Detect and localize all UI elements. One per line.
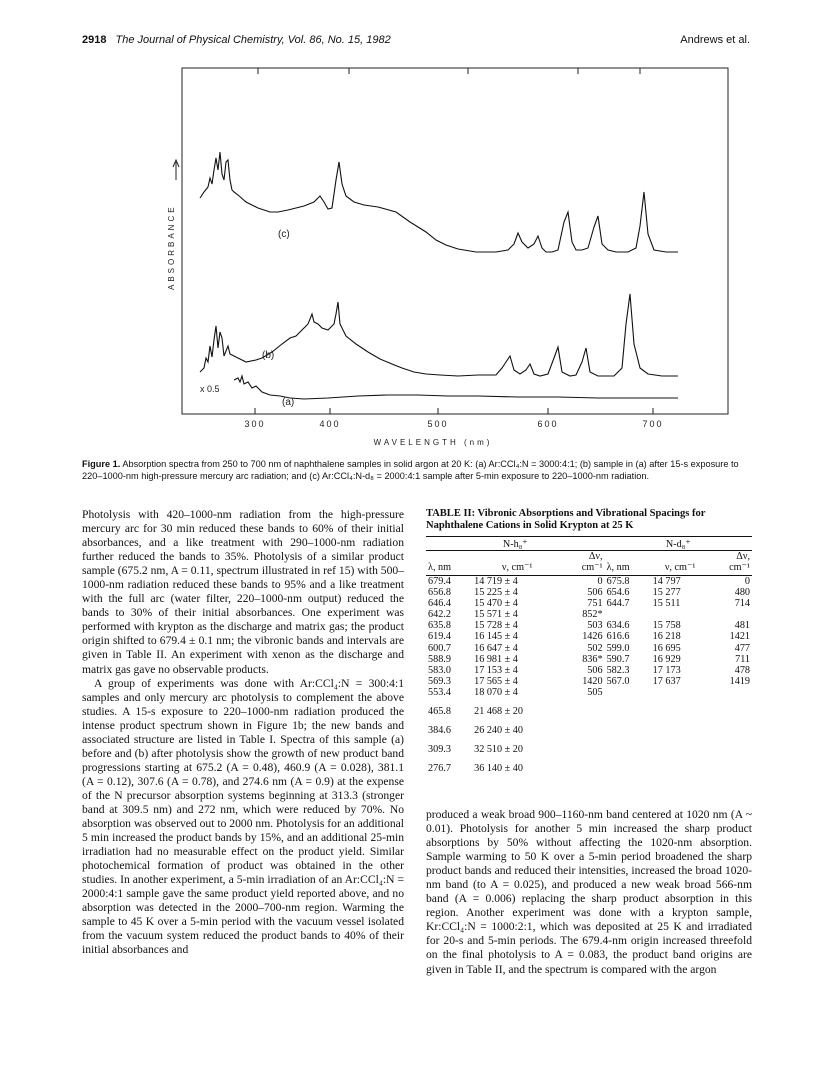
x-tick-600: 600 bbox=[537, 419, 559, 429]
cell-lambda-h: 465.8 bbox=[428, 706, 451, 718]
cell-dnu-h: 852* bbox=[582, 609, 603, 621]
col-dnu-d: Δν, cm⁻¹ bbox=[710, 551, 752, 576]
trace-a bbox=[234, 376, 678, 399]
cell-nu-d: 15 758 bbox=[652, 620, 681, 632]
cell-lambda-h: 553.4 bbox=[428, 686, 451, 698]
cell-nu-h: 15 571 ± 4 bbox=[474, 609, 518, 621]
cell-nu-h: 17 153 ± 4 bbox=[474, 664, 518, 676]
cell-nu-d: 16 695 bbox=[652, 642, 681, 654]
table-row bbox=[426, 698, 752, 717]
bottom-ticks bbox=[255, 408, 653, 414]
cell-lambda-h: 656.8 bbox=[428, 587, 451, 599]
y-axis-arrow bbox=[173, 160, 179, 180]
table-row bbox=[426, 676, 752, 687]
paragraph-experiments: A group of experiments was done with Ar:CCl₄:N = 300:4:1 samples and only mercury arc photolysis to complement the above studies. A 15-s exposure to 220–1000-nm radiation produced the intense product spectrum shown in Figure 1b; the new bands and associated structure are listed in Table I. Spectra of this sample (a) before and (b) after photolysis show the growth of new product band progressions starting at 675.2 (A = 0.48), 460.9 (A = 0.028), 381.1 (A = 0.12), 307.6 (A = 0.78), and 274.6 nm (A = 0.9) at the expense of the N precursor absorption systems beginning at 313.3 (stronger band at 309.5 nm) and 272 nm, which were reduced by 70%. No absorption was observed out to 2000 nm. Photolysis for an additional 5 min increased the product bands by 15%, and an additional 25-min irradiation had no measurable effect on the product yield. Similar photochemical formation of product was obtained in the other studies. In another experiment, a 5-min irradiation of an Ar:CCl₄:N = 2000:4:1 sample gave the same product yield reported above, and no absorption was detected in the 2000–700-nm region. Warming the sample to 45 K over a 5-min period with the vacuum vessel isolated from the vacuum system reduced the product bands to 40% of their initial absorbances and bbox=[82, 676, 404, 957]
cell-lambda-d bbox=[605, 717, 651, 736]
cell-nu-h: 16 145 ± 4 bbox=[474, 631, 518, 643]
paragraph-photolysis: Photolysis with 420–1000-nm radiation from the high-pressure mercury arc for 30 min reduced these bands to 60% of their initial absorbances, and a like treatment with 290–1000-nm radiation further reduced the bands to 35%. Photolysis of a similar product sample (675.2 nm, A = 0.11, spectrum illustrated in ref 15) with 500–1000-nm radiation reduced these bands to 95% and a like treatment with the full arc (water filter, 220–1000-nm output) reduced the bands to 30% of their initial absorbances. One experiment was performed with krypton as the discharge and matrix gas; the product origin shifted to 679.4 ± 0.1 nm; the vibronic bands and intervals are given in Table II. An experiment with xenon as the discharge and matrix gas gave no observable products. bbox=[82, 508, 404, 676]
table-title: TABLE II: Vibronic Absorptions and Vibrational Spacings for Naphthalene Cations in Solid Krypton at 25 K bbox=[426, 508, 706, 531]
cell-nu-d bbox=[651, 755, 710, 778]
cell-lambda-h: 588.9 bbox=[428, 653, 451, 665]
cell-nu-d: 16 929 bbox=[652, 653, 681, 665]
cell-dnu-h bbox=[562, 698, 604, 717]
cell-nu-h: 18 070 ± 4 bbox=[474, 686, 518, 698]
table-group-header bbox=[426, 537, 752, 551]
group-header-h8: N-h₈⁺ bbox=[426, 537, 605, 551]
cell-lambda-d bbox=[605, 687, 651, 698]
cell-lambda-h: 309.3 bbox=[428, 744, 451, 756]
cell-nu-h: 36 140 ± 40 bbox=[474, 763, 523, 775]
cell-nu-d: 17 637 bbox=[652, 675, 681, 687]
spectra-plot bbox=[167, 62, 733, 452]
cell-nu-d bbox=[651, 717, 710, 736]
table-row bbox=[426, 631, 752, 642]
cell-dnu-d: 1419 bbox=[729, 675, 750, 687]
running-header bbox=[82, 34, 750, 50]
cell-lambda-d bbox=[605, 736, 651, 755]
cell-lambda-d: 590.7 bbox=[606, 653, 630, 665]
table-row bbox=[426, 598, 752, 609]
cell-lambda-h: 679.4 bbox=[428, 576, 451, 587]
cell-nu-d: 14 797 bbox=[652, 576, 681, 587]
figure-caption bbox=[82, 458, 750, 482]
cell-dnu-d: 481 bbox=[734, 620, 750, 632]
cell-lambda-h: 635.8 bbox=[428, 620, 451, 632]
cell-dnu-h: 506 bbox=[587, 587, 603, 599]
cell-nu-d bbox=[651, 687, 710, 698]
table-row bbox=[426, 620, 752, 631]
cell-dnu-d: 477 bbox=[734, 642, 750, 654]
cell-lambda-d bbox=[605, 755, 651, 778]
cell-dnu-d bbox=[710, 609, 752, 620]
cell-lambda-h: 569.3 bbox=[428, 675, 451, 687]
cell-dnu-d bbox=[710, 698, 752, 717]
cell-nu-h: 16 981 ± 4 bbox=[474, 653, 518, 665]
trace-label-a: (a) bbox=[282, 397, 295, 408]
cell-nu-h: 26 240 ± 40 bbox=[474, 725, 523, 737]
caption-text: Absorption spectra from 250 to 700 nm of naphthalene samples in solid argon at 20 K: (a) Ar:CCl₄:N = 3000:4:1; (b) sample in (a) after 15-s exposure to 220–1000-nm high-pressure mercury arc radiation; and (c) Ar:CCl₄:N-d₈ = 2000:4:1 sample after 5-min exposure to 220–1000-nm radiation. bbox=[82, 459, 739, 481]
cell-dnu-h: 502 bbox=[587, 642, 603, 654]
table-column-header bbox=[426, 551, 752, 576]
table-body bbox=[426, 576, 752, 779]
cell-nu-d: 15 511 bbox=[652, 598, 681, 610]
cell-dnu-h: 506 bbox=[587, 664, 603, 676]
cell-nu-h: 32 510 ± 20 bbox=[474, 744, 523, 756]
cell-nu-h: 15 225 ± 4 bbox=[474, 587, 518, 599]
x-tick-400: 400 bbox=[319, 419, 341, 429]
table-row bbox=[426, 717, 752, 736]
cell-lambda-h: 384.6 bbox=[428, 725, 451, 737]
col-lambda-h: λ, nm bbox=[426, 551, 472, 576]
cell-nu-h: 17 565 ± 4 bbox=[474, 675, 518, 687]
author-running-head: Andrews et al. bbox=[680, 34, 750, 46]
cell-dnu-d: 711 bbox=[735, 653, 750, 665]
cell-lambda-h: 619.4 bbox=[428, 631, 451, 643]
cell-lambda-d: 582.3 bbox=[606, 664, 630, 676]
group-header-d8: N-d₈⁺ bbox=[605, 537, 752, 551]
cell-dnu-h bbox=[562, 755, 604, 778]
cell-dnu-h: 1426 bbox=[582, 631, 603, 643]
table-row bbox=[426, 654, 752, 665]
cell-lambda-d: 644.7 bbox=[606, 598, 630, 610]
cell-lambda-d bbox=[605, 698, 651, 717]
cell-nu-h: 16 647 ± 4 bbox=[474, 642, 518, 654]
cell-lambda-d: 654.6 bbox=[606, 587, 630, 599]
trace-b bbox=[200, 294, 678, 376]
left-column-text bbox=[82, 508, 404, 958]
cell-nu-h: 15 470 ± 4 bbox=[474, 598, 518, 610]
cell-dnu-d: 0 bbox=[744, 576, 750, 587]
table-ii bbox=[426, 508, 752, 778]
table-row bbox=[426, 643, 752, 654]
trace-c bbox=[200, 152, 678, 252]
cell-dnu-d bbox=[710, 755, 752, 778]
table-row bbox=[426, 576, 752, 588]
plot-frame bbox=[182, 68, 728, 414]
col-dnu-h: Δν, cm⁻¹ bbox=[562, 551, 604, 576]
cell-lambda-d bbox=[605, 609, 651, 620]
cell-nu-h: 15 728 ± 4 bbox=[474, 620, 518, 632]
cell-dnu-h bbox=[562, 717, 604, 736]
cell-dnu-h: 836* bbox=[582, 653, 603, 665]
caption-label: Figure 1. bbox=[82, 459, 121, 469]
cell-lambda-h: 646.4 bbox=[428, 598, 451, 610]
trace-label-c: (c) bbox=[278, 229, 290, 240]
cell-nu-d: 15 277 bbox=[652, 587, 681, 599]
y-axis-label: ABSORBANCE bbox=[167, 204, 176, 290]
cell-lambda-d: 567.0 bbox=[606, 675, 630, 687]
cell-lambda-h: 276.7 bbox=[428, 763, 451, 775]
cell-nu-d: 16 218 bbox=[652, 631, 681, 643]
cell-nu-d bbox=[651, 609, 710, 620]
cell-dnu-d bbox=[710, 687, 752, 698]
table-row bbox=[426, 609, 752, 620]
col-nu-d: ν, cm⁻¹ bbox=[651, 551, 710, 576]
right-column-text bbox=[426, 808, 752, 977]
cell-dnu-h: 751 bbox=[587, 598, 603, 610]
x-axis-label: WAVELENGTH (nm) bbox=[373, 438, 493, 447]
cell-lambda-d: 616.6 bbox=[606, 631, 630, 643]
table-row bbox=[426, 687, 752, 698]
journal-citation: The Journal of Physical Chemistry, Vol. 86, No. 15, 1982 bbox=[115, 34, 391, 46]
cell-lambda-h: 583.0 bbox=[428, 664, 451, 676]
col-nu-h: ν, cm⁻¹ bbox=[472, 551, 562, 576]
vibronic-table bbox=[426, 536, 752, 778]
figure-1-spectra bbox=[167, 62, 733, 452]
table-row bbox=[426, 755, 752, 778]
cell-lambda-h: 642.2 bbox=[428, 609, 451, 621]
table-row bbox=[426, 736, 752, 755]
table-row bbox=[426, 587, 752, 598]
cell-dnu-d: 480 bbox=[734, 587, 750, 599]
cell-dnu-d bbox=[710, 717, 752, 736]
trace-label-b: (b) bbox=[262, 350, 275, 361]
cell-nu-h: 21 468 ± 20 bbox=[474, 706, 523, 718]
cell-dnu-d: 478 bbox=[734, 664, 750, 676]
top-ticks bbox=[258, 68, 640, 74]
cell-dnu-h: 503 bbox=[587, 620, 603, 632]
cell-lambda-d: 675.8 bbox=[606, 576, 630, 587]
cell-nu-d: 17 173 bbox=[652, 664, 681, 676]
page-number: 2918 bbox=[82, 34, 107, 46]
cell-dnu-d: 714 bbox=[734, 598, 750, 610]
cell-lambda-d: 599.0 bbox=[606, 642, 630, 654]
x-tick-700: 700 bbox=[642, 419, 664, 429]
cell-lambda-h: 600.7 bbox=[428, 642, 451, 654]
cell-nu-h: 14 719 ± 4 bbox=[474, 576, 518, 587]
col-lambda-d: λ, nm bbox=[605, 551, 651, 576]
cell-dnu-h: 0 bbox=[597, 576, 603, 587]
cell-nu-d bbox=[651, 698, 710, 717]
scale-note: x 0.5 bbox=[200, 384, 220, 394]
x-tick-300: 300 bbox=[244, 419, 266, 429]
paragraph-continuation: produced a weak broad 900–1160-nm band centered at 1020 nm (A ~ 0.01). Photolysis for another 5 min increased the sharp product absorptions by 50% without affecting the 1020-nm absorption. Sample warming to 50 K over a 5-min period broadened the sharp product bands and reduced their intensities, increased the broad 1020-nm band (to A = 0.025), and produced a new weak broad 566-nm band (A = 0.006) replacing the sharp product absorption in this region. Another experiment was done with a krypton sample, Kr:CCl₄:N = 1000:2:1, which was deposited at 25 K and irradiated for 20-s and 5-min periods. The 679.4-nm origin increased threefold on the final photolysis to A = 0.083, the product band origins are given in Table II, and the spectrum is compared with the argon bbox=[426, 808, 752, 976]
table-row bbox=[426, 665, 752, 676]
cell-dnu-h bbox=[562, 736, 604, 755]
x-tick-500: 500 bbox=[427, 419, 449, 429]
cell-dnu-d bbox=[710, 736, 752, 755]
cell-dnu-d: 1421 bbox=[729, 631, 750, 643]
cell-nu-d bbox=[651, 736, 710, 755]
cell-lambda-d: 634.6 bbox=[606, 620, 630, 632]
cell-dnu-h: 505 bbox=[587, 686, 603, 698]
cell-dnu-h: 1420 bbox=[582, 675, 603, 687]
